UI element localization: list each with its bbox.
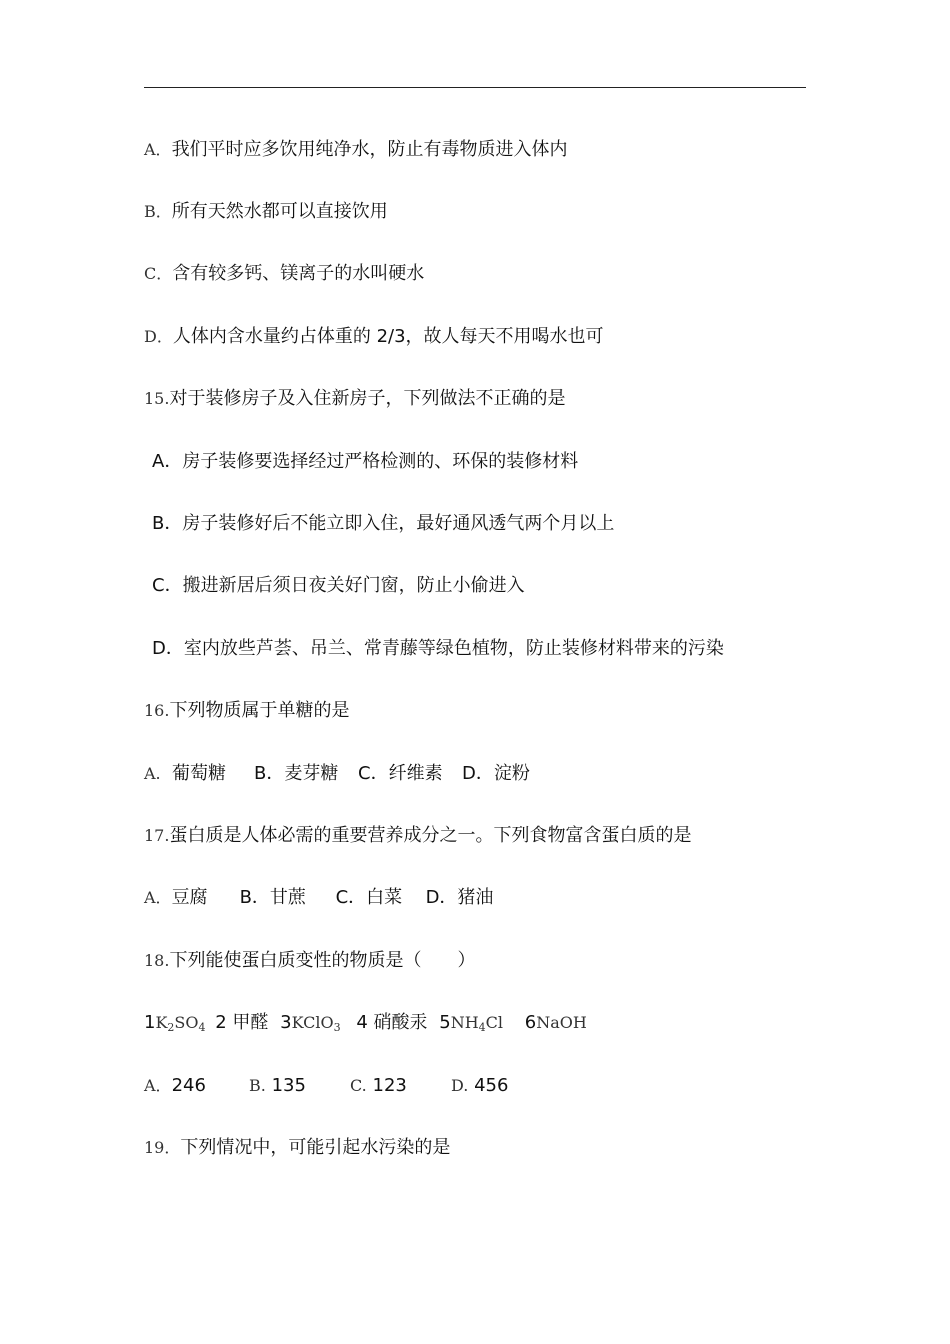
formula-part: NH: [450, 1013, 479, 1032]
q18-option-d: D. 456: [451, 1075, 509, 1096]
option-prefix: D．: [144, 327, 173, 346]
substance-number: 5: [439, 1012, 451, 1033]
question-number: 16.: [144, 701, 170, 720]
q18-option-c: C. 123: [350, 1075, 407, 1096]
substance-number: 6: [524, 1012, 537, 1033]
option-prefix: B．: [144, 202, 172, 221]
q18-option-b: B. 135: [249, 1075, 306, 1096]
formula-subscript: 3: [333, 1021, 341, 1034]
q16-option-b: B．麦芽糖: [254, 763, 339, 784]
formula-part: Cl: [485, 1013, 504, 1032]
question-text: 对于装修房子及入住新房子，下列做法不正确的是: [169, 388, 566, 409]
substance-formaldehyde: 2 甲醛: [215, 1012, 269, 1033]
q17-option-b: B．甘蔗: [239, 887, 306, 908]
substance-number: 1: [144, 1012, 156, 1033]
q16-option-d: D．淀粉: [462, 763, 530, 784]
formula-subscript: 4: [478, 1021, 486, 1034]
formula-subscript: 4: [198, 1021, 206, 1034]
formula-part: SO: [174, 1013, 199, 1032]
q17-option-c: C．白菜: [335, 887, 403, 908]
substance-mercury-nitrate: 4 硝酸汞: [356, 1012, 428, 1033]
q15-option-c: C．搬进新居后须日夜关好门窗，防止小偷进入: [152, 575, 525, 596]
header-rule: [144, 87, 806, 88]
question-number: 19．: [144, 1138, 181, 1157]
q18-options: [144, 1073, 508, 1099]
formula-part: NaOH: [536, 1013, 587, 1032]
option-prefix: A．: [144, 888, 172, 907]
question-text: 下列物质属于单糖的是: [169, 700, 350, 721]
substance-number: 3: [280, 1012, 292, 1033]
option-text: 我们平时应多饮用纯净水，防止有毒物质进入体内: [171, 139, 568, 160]
option-text: 所有天然水都可以直接饮用: [171, 201, 388, 222]
q14-option-b: [144, 199, 388, 225]
question-text: 蛋白质是人体必需的重要营养成分之一。下列食物富含蛋白质的是: [169, 825, 692, 846]
question-number: 18.: [144, 951, 170, 970]
q15-option-a: A．房子装修要选择经过严格检测的、环保的装修材料: [152, 451, 579, 472]
option-text: 含有较多钙、镁离子的水叫硬水: [172, 263, 425, 284]
q16-options: [144, 761, 530, 787]
q18-option-a: A．246: [144, 1075, 206, 1096]
question-number: 17.: [144, 826, 170, 845]
option-text: 人体内含水量约占体重的 2/3，故人每天不用喝水也可: [172, 326, 604, 347]
formula-part: K: [155, 1013, 168, 1032]
q15-option-b: B．房子装修好后不能立即入住，最好通风透气两个月以上: [152, 513, 615, 534]
q15-option-d: D．室内放些芦荟、吊兰、常青藤等绿色植物，防止装修材料带来的污染: [152, 638, 724, 659]
formula-part: KClO: [291, 1013, 334, 1032]
q16-option-a: 葡萄糖: [172, 763, 226, 784]
q14-option-a: [144, 137, 568, 163]
option-prefix: A.: [144, 764, 161, 783]
q15-stem: [144, 386, 565, 412]
option-prefix: C．: [144, 264, 173, 283]
question-text: 下列能使蛋白质变性的物质是（ ）: [169, 950, 476, 971]
q14-option-d: [144, 324, 604, 350]
q17-option-a: 豆腐: [171, 887, 208, 908]
q18-substance-list: [144, 1010, 587, 1036]
formula-subscript: 2: [167, 1021, 175, 1034]
q17-options: [144, 885, 493, 911]
q16-stem: [144, 698, 349, 724]
q17-stem: [144, 823, 691, 849]
q19-stem: [144, 1135, 450, 1161]
question-number: 15.: [144, 389, 170, 408]
q18-stem: [144, 948, 475, 974]
q17-option-d: D．猪油: [425, 887, 494, 908]
option-prefix: A．: [144, 140, 172, 159]
q14-option-c: [144, 261, 424, 287]
q16-option-c: C．纤维素: [358, 763, 443, 784]
question-text: 下列情况中，可能引起水污染的是: [180, 1137, 451, 1158]
